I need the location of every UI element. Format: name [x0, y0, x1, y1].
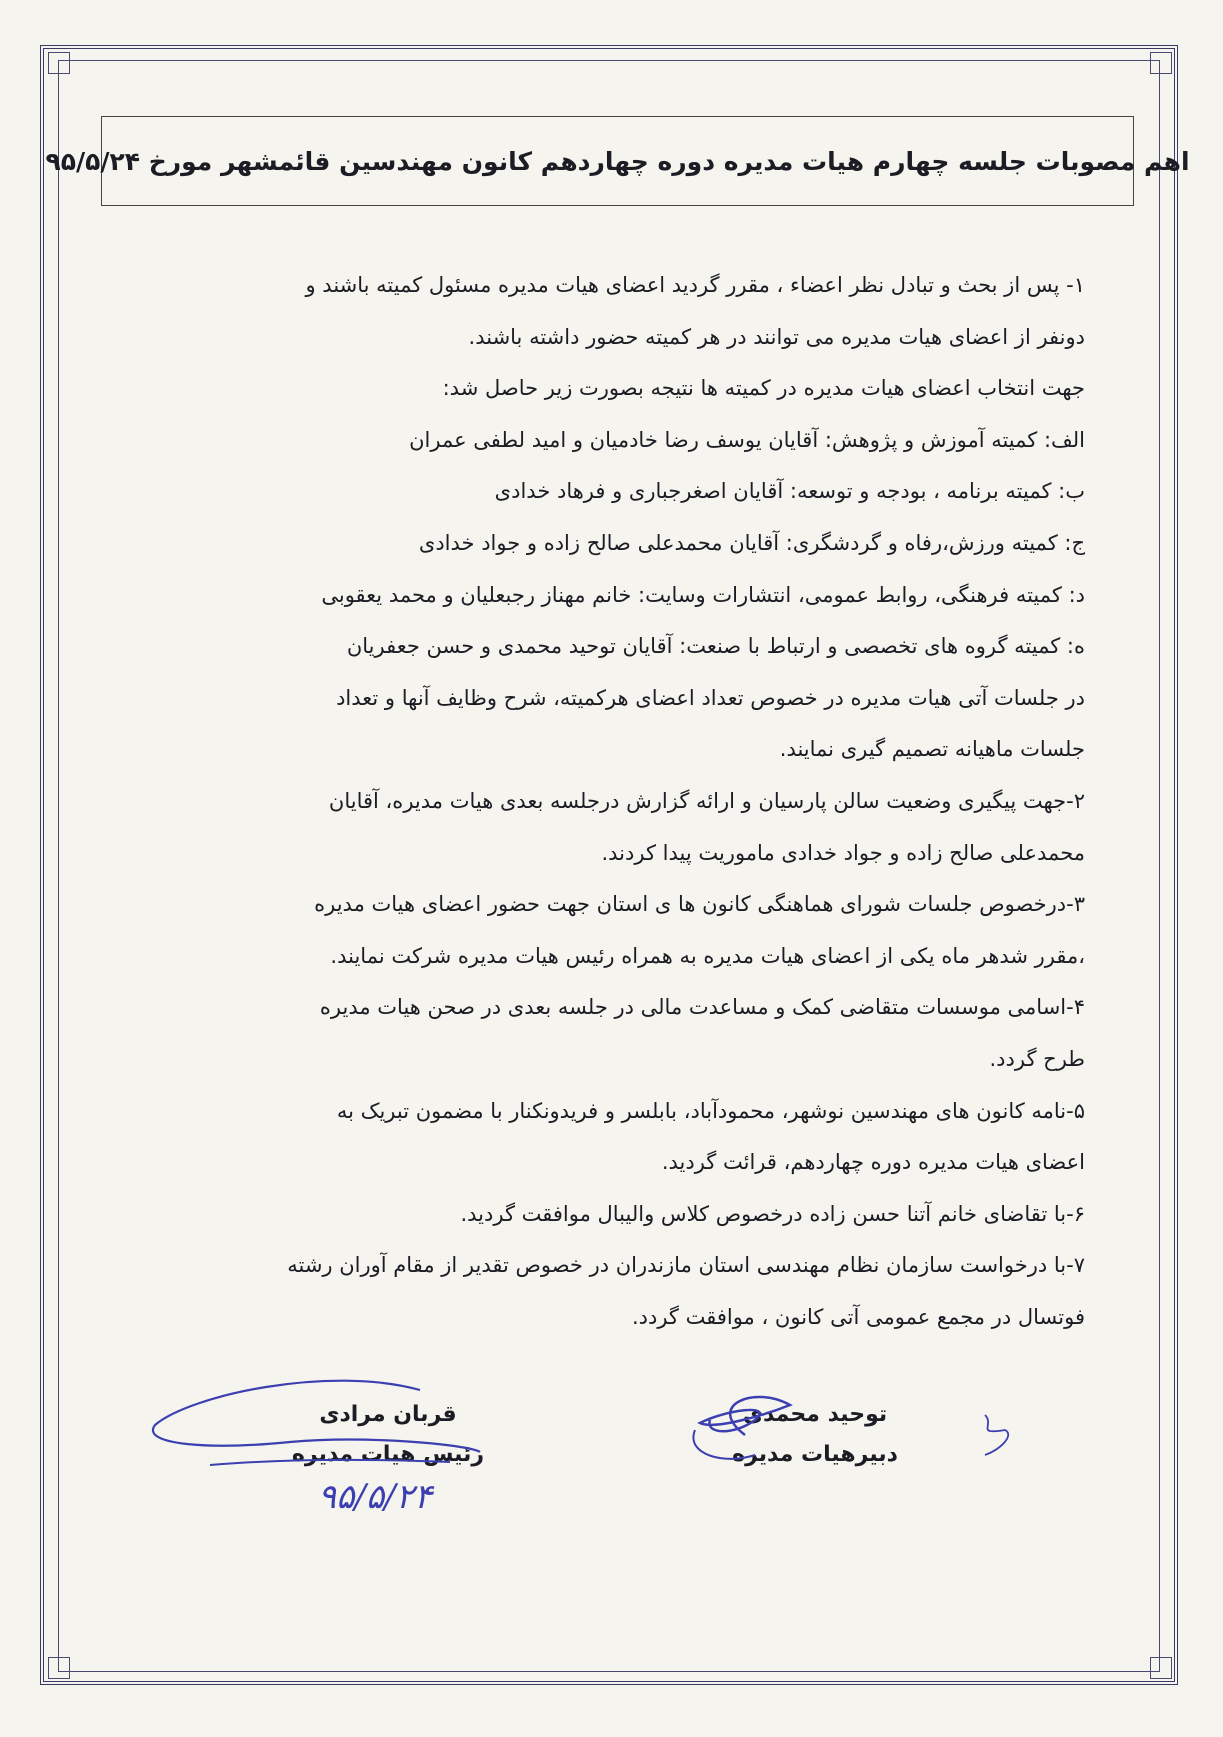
corner-ornament: [1150, 1657, 1172, 1679]
body-line: ۲-جهت پیگیری وضعیت سالن پارسیان و ارائه گزارش درجلسه بعدی هیات مدیره، آقایان: [328, 788, 1085, 813]
body-line: ۶-با تقاضای خانم آتنا حسن زاده درخصوص کلاس والیبال موافقت گردید.: [460, 1201, 1085, 1226]
body-line: ج: کمیته ورزش،رفاه و گردشگری: آقایان محمدعلی صالح زاده و جواد خدادی: [418, 530, 1085, 555]
body-line: ۵-نامه کانون های مهندسین نوشهر، محمودآباد، بابلسر و فریدونکنار با مضمون تبریک به: [336, 1098, 1085, 1123]
corner-ornament: [1150, 52, 1172, 74]
chairman-role: رئیس هیات مدیره: [291, 1442, 485, 1467]
body-line: در جلسات آتی هیات مدیره در خصوص تعداد اعضای هرکمیته، شرح وظایف آنها و تعداد: [336, 685, 1085, 710]
body-line: ه: کمیته گروه های تخصصی و ارتباط با صنعت: آقایان توحید محمدی و حسن جعفریان: [346, 634, 1085, 659]
body-line: اعضای هیات مدیره دوره چهاردهم، قرائت گردید.: [661, 1150, 1085, 1175]
body-line: محمدعلی صالح زاده و جواد خدادی ماموریت پیدا کردند.: [601, 840, 1085, 865]
handwritten-date: ۹۵/۵/۲۴: [317, 1477, 433, 1517]
body-line: ۷-با درخواست سازمان نظام مهندسی استان مازندران در خصوص تقدیر از مقام آوران رشته: [287, 1253, 1085, 1278]
secretary-signature-scribble: [685, 1375, 1025, 1485]
body-line: جلسات ماهیانه تصمیم گیری نمایند.: [779, 737, 1085, 762]
title-box: [45, 116, 1190, 206]
chairman-signature-scribble: [150, 1370, 510, 1490]
body-line: د: کمیته فرهنگی، روابط عمومی، انتشارات وسایت: خانم مهناز رجبعلیان و محمد یعقوبی: [321, 582, 1085, 607]
body-line: ،مقرر شدهر ماه یکی از اعضای هیات مدیره به همراه رئیس هیات مدیره شرکت نمایند.: [330, 943, 1085, 968]
body-line: ۳-درخصوص جلسات شورای هماهنگی کانون ها ی استان جهت حضور اعضای هیات مدیره: [314, 892, 1085, 917]
body-line: ۱- پس از بحث و تبادل نظر اعضاء ، مقرر گردید اعضای هیات مدیره مسئول کمیته باشند و: [305, 273, 1085, 297]
secretary-name: توحید محمدی: [742, 1402, 888, 1427]
body-line: ۴-اسامی موسسات متقاضی کمک و مساعدت مالی در جلسه بعدی در صحن هیات مدیره: [319, 995, 1085, 1020]
corner-ornament: [48, 52, 70, 74]
body-line: جهت انتخاب اعضای هیات مدیره در کمیته ها نتیجه بصورت زیر حاصل شد:: [442, 376, 1085, 401]
corner-ornament: [48, 1657, 70, 1679]
minutes-body: [135, 260, 1085, 1343]
body-line: طرح گردد.: [989, 1046, 1085, 1071]
body-line: دونفر از اعضای هیات مدیره می توانند در هر کمیته حضور داشته باشند.: [468, 324, 1085, 349]
body-line: فوتسال در مجمع عمومی آتی کانون ، موافقت گردد.: [631, 1304, 1085, 1329]
body-line: ب: کمیته برنامه ، بودجه و توسعه: آقایان اصغرجباری و فرهاد خدادی: [494, 479, 1085, 504]
body-line: الف: کمیته آموزش و پژوهش: آقایان یوسف رضا خادمیان و امید لطفی عمران: [409, 427, 1085, 452]
document-title: اهم مصوبات جلسه چهارم هیات مدیره دوره چهاردهم کانون مهندسین قائمشهر مورخ ۹۵/۵/۲۴: [45, 146, 1190, 176]
chairman-name: قربان مرادی: [319, 1402, 457, 1427]
secretary-role: دبیرهیات مدیره: [732, 1442, 898, 1467]
